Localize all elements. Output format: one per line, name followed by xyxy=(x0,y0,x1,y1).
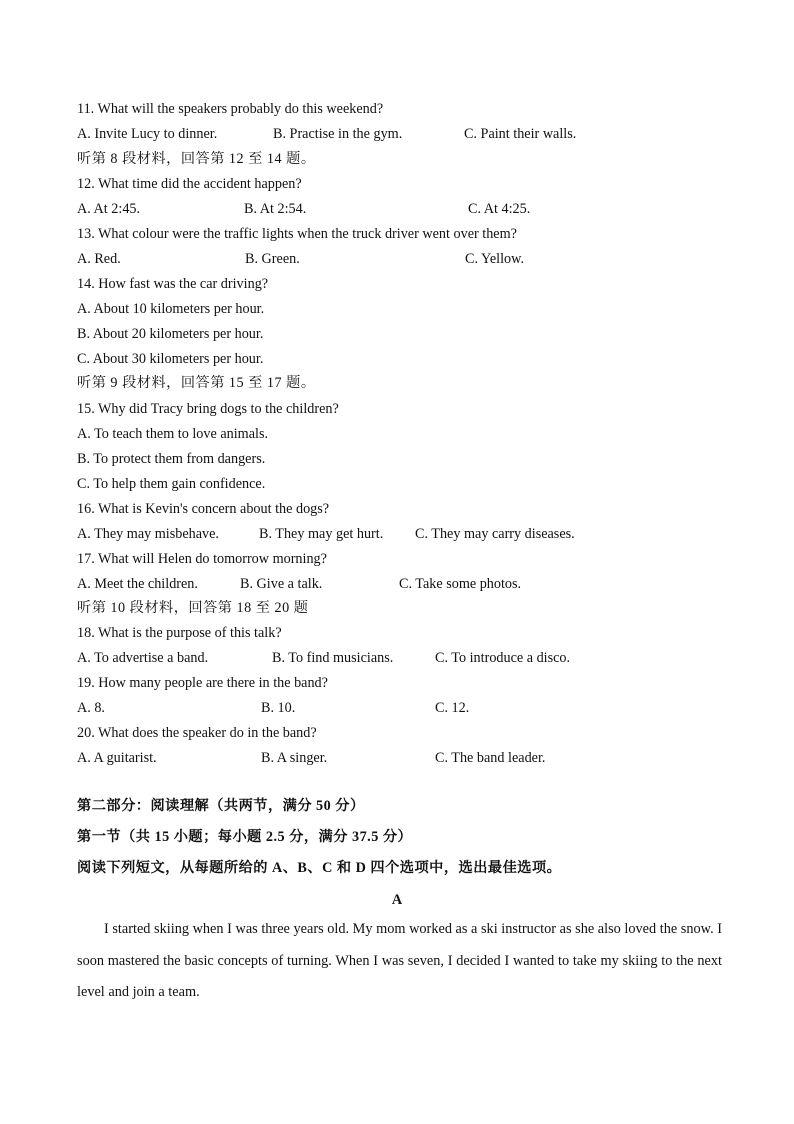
part-two-title: 第二部分：阅读理解（共两节，满分 50 分） xyxy=(77,798,365,814)
q15-option-b: B. To protect them from dangers. xyxy=(77,451,266,467)
q16-option-a: A. They may misbehave. xyxy=(77,526,219,542)
q15-option-a: A. To teach them to love animals. xyxy=(77,426,269,442)
q19-option-a: A. 8. xyxy=(77,700,105,716)
q18-option-a: A. To advertise a band. xyxy=(77,650,209,666)
q16-option-b: B. They may get hurt. xyxy=(259,526,384,542)
question-16: 16. What is Kevin's concern about the dogs? xyxy=(77,501,330,517)
q19-option-b: B. 10. xyxy=(261,700,296,716)
question-13: 13. What colour were the traffic lights when the truck driver went over them? xyxy=(77,226,517,242)
question-18: 18. What is the purpose of this talk? xyxy=(77,625,282,641)
section-9-instruction: 听第 9 段材料，回答第 15 至 17 题。 xyxy=(77,375,316,391)
question-15: 15. Why did Tracy bring dogs to the children? xyxy=(77,401,339,417)
q18-option-c: C. To introduce a disco. xyxy=(435,650,571,666)
q19-option-c: C. 12. xyxy=(435,700,470,716)
q13-option-b: B. Green. xyxy=(245,251,300,267)
question-11: 11. What will the speakers probably do this weekend? xyxy=(77,101,384,117)
q16-option-c: C. They may carry diseases. xyxy=(415,526,575,542)
section-10-instruction: 听第 10 段材料，回答第 18 至 20 题 xyxy=(77,600,309,616)
q14-option-b: B. About 20 kilometers per hour. xyxy=(77,326,264,342)
section-8-instruction: 听第 8 段材料，回答第 12 至 14 题。 xyxy=(77,151,316,167)
question-19: 19. How many people are there in the band? xyxy=(77,675,328,691)
passage-label: A xyxy=(391,892,403,908)
q13-option-c: C. Yellow. xyxy=(465,251,524,267)
q18-option-b: B. To find musicians. xyxy=(272,650,394,666)
q11-option-b: B. Practise in the gym. xyxy=(273,126,403,142)
q20-option-b: B. A singer. xyxy=(261,750,328,766)
q12-option-a: A. At 2:45. xyxy=(77,201,141,217)
question-14: 14. How fast was the car driving? xyxy=(77,276,269,292)
q20-option-a: A. A guitarist. xyxy=(77,750,157,766)
q15-option-c: C. To help them gain confidence. xyxy=(77,476,266,492)
q12-option-c: C. At 4:25. xyxy=(468,201,531,217)
question-20: 20. What does the speaker do in the band? xyxy=(77,725,317,741)
reading-instruction: 阅读下列短文，从每题所给的 A、B、C 和 D 四个选项中，选出最佳选项。 xyxy=(77,860,562,876)
q11-option-a: A. Invite Lucy to dinner. xyxy=(77,126,218,142)
q14-option-c: C. About 30 kilometers per hour. xyxy=(77,351,264,367)
passage-text: I started skiing when I was three years old. My mom worked as a ski instructor as she also loved the snow. I soon mastered the basic concepts of turning. When I was seven, I decided I wanted to take my skiing to the next level and join a team. xyxy=(77,921,722,1000)
q11-option-c: C. Paint their walls. xyxy=(464,126,577,142)
question-12: 12. What time did the accident happen? xyxy=(77,176,302,192)
q13-option-a: A. Red. xyxy=(77,251,121,267)
q12-option-b: B. At 2:54. xyxy=(244,201,307,217)
section-one-title: 第一节（共 15 小题；每小题 2.5 分，满分 37.5 分） xyxy=(77,829,413,845)
q17-option-b: B. Give a talk. xyxy=(240,576,323,592)
q17-option-a: A. Meet the children. xyxy=(77,576,198,592)
q17-option-c: C. Take some photos. xyxy=(399,576,522,592)
q20-option-c: C. The band leader. xyxy=(435,750,546,766)
q14-option-a: A. About 10 kilometers per hour. xyxy=(77,301,265,317)
question-17: 17. What will Helen do tomorrow morning? xyxy=(77,551,327,567)
